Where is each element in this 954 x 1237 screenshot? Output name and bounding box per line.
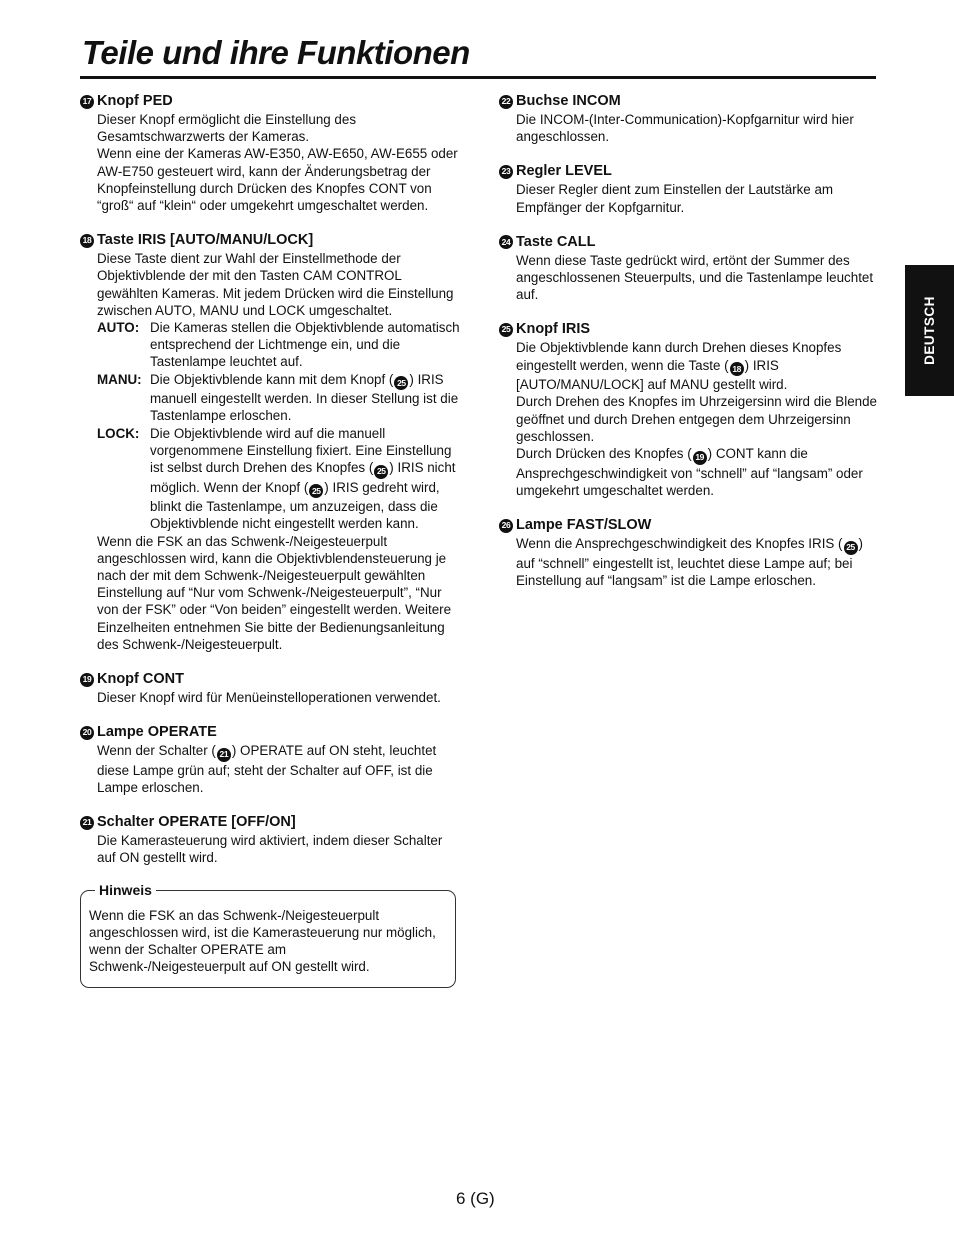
number-21-icon: 21 [80, 816, 94, 830]
number-19-icon: 19 [80, 673, 94, 687]
language-tab-label: DEUTSCH [922, 296, 938, 365]
heading-text: Buchse INCOM [516, 93, 621, 109]
number-25-icon: 25 [374, 465, 388, 479]
paragraph: Die Kamerasteuerung wird aktiviert, indem dieser Schalter auf ON gestellt wird. [97, 833, 443, 866]
section-heading [499, 320, 879, 339]
number-25-icon: 25 [394, 376, 408, 390]
heading-text: Lampe OPERATE [97, 724, 217, 741]
number-18-icon: 18 [80, 234, 94, 248]
title-rule [80, 76, 876, 79]
number-20-icon: 20 [80, 726, 94, 740]
definition-auto [97, 319, 460, 371]
number-24-icon: 24 [499, 235, 513, 249]
section-taste-call [499, 233, 879, 304]
language-tab [905, 265, 954, 396]
text-fragment: Die Objektivblende kann mit dem Knopf ( [150, 371, 394, 387]
page-number: 6 (G) [456, 1189, 495, 1208]
hint-box [80, 881, 456, 989]
number-25-icon: 25 [844, 541, 858, 555]
term-description [150, 425, 460, 533]
heading-text: Knopf IRIS [516, 321, 591, 338]
section-heading [80, 723, 460, 742]
text-fragment: Wenn die Ansprechgeschwindigkeit des Knopfes IRIS ( [516, 536, 843, 552]
heading-text: Schalter OPERATE [OFF/ON] [97, 814, 296, 831]
left-column [80, 92, 460, 988]
paragraph: Dieser Knopf ermöglicht die Einstellung des Gesamtschwarzwerts der Kameras. [97, 112, 357, 145]
section-knopf-cont [80, 670, 460, 706]
text-fragment: Die Objektivblende kann durch Drehen dieses Knopfes eingestellt werden, wenn die Taste ( [516, 340, 842, 373]
section-knopf-ped [80, 92, 460, 214]
section-heading [80, 231, 460, 250]
text-fragment: ) OPERATE auf ON steht, leuchtet diese Lampe grün auf; steht der Schalter auf OFF, ist die Lampe erloschen. [97, 743, 437, 796]
definition-lock [97, 425, 460, 533]
section-regler-level [499, 162, 879, 215]
text-fragment: ) CONT kann die Ansprechgeschwindigkeit von “schnell” auf “langsam” oder umgekehrt umgeschaltet werden. [516, 446, 863, 498]
right-column [499, 92, 879, 606]
heading-text: Taste IRIS [AUTO/MANU/LOCK] [97, 232, 314, 249]
term-description: Die Kameras stellen die Objektivblende automatisch entsprechend der Lichtmenge ein, und die Tastenlampe leuchtet auf. [150, 320, 460, 370]
term-description [150, 371, 460, 425]
text-fragment: ) IRIS nicht möglich. Wenn der Knopf ( [150, 460, 456, 495]
number-25-icon: 25 [309, 484, 323, 498]
section-taste-iris [80, 231, 460, 653]
term-label: LOCK: [97, 425, 140, 441]
text-fragment: Durch Drücken des Knopfes ( [516, 446, 692, 462]
text-fragment: Wenn der Schalter ( [97, 743, 216, 759]
text-fragment: ) IRIS gedreht wird, blinkt die Tastenlampe, um anzuzeigen, dass die Objektivblende nicht eingestellt werden kann. [150, 479, 440, 532]
number-23-icon: 23 [499, 165, 513, 179]
section-heading [80, 670, 460, 689]
term-label: AUTO: [97, 320, 140, 336]
page-title: Teile und ihre Funktionen [82, 34, 470, 71]
paragraph: Wenn die FSK an das Schwenk-/Neigesteuerpult angeschlossen wird, kann die Objektivblendensteuerung je nach der mit dem Schwenk-/Neigesteuerpult gewählten Einstellung auf “Nur vom Schwenk-/Neigesteuerpult”, “Nur von der FSK” oder “Von beiden” eingestellt werden. Weitere Einzelheiten entnehmen Sie bitte der Bedienungsanleitung des Schwenk-/Neigesteuerpult. [97, 533, 452, 652]
hint-label: Hinweis [95, 881, 156, 899]
text-fragment: Die Objektivblende wird auf die manuell vorgenommene Einstellung fixiert. Eine Einstellung ist selbst durch Drehen des Knopfes ( [150, 425, 452, 476]
paragraph [516, 445, 879, 499]
heading-text: Knopf CONT [97, 671, 184, 688]
section-heading [499, 162, 879, 181]
paragraph: Die INCOM-(Inter-Communication)-Kopfgarnitur wird hier angeschlossen. [516, 112, 854, 145]
section-heading [80, 92, 460, 111]
paragraph [516, 339, 879, 393]
paragraph: Wenn diese Taste gedrückt wird, ertönt der Summer des angeschlossenen Steuerpults, und die Tastenlampe leuchtet auf. [516, 252, 874, 303]
section-heading [499, 516, 879, 535]
paragraph: Wenn eine der Kameras AW-E350, AW-E650, AW-E655 oder AW-E750 gesteuert wird, kann der Änderungsbetrag der Knopfeinstellung durch Drücken des Knopfes CONT von “groß“ auf “klein“ oder umgekehrt umgeschaltet werden. [97, 146, 458, 214]
number-22-icon: 22 [499, 95, 513, 109]
text-fragment: ) IRIS [AUTO/MANU/LOCK] auf MANU gestellt wird. [516, 357, 788, 393]
section-knopf-iris [499, 320, 879, 499]
text-fragment: ) IRIS manuell eingestellt werden. In dieser Stellung ist die Tastenlampe erloschen. [150, 371, 459, 424]
section-heading [80, 813, 460, 832]
paragraph [97, 742, 460, 796]
number-18-icon: 18 [730, 362, 744, 376]
number-21-icon: 21 [217, 748, 231, 762]
paragraph: Durch Drehen des Knopfes im Uhrzeigersinn wird die Blende geöffnet und durch Drehen entgegen dem Uhrzeigersinn geschlossen. [516, 394, 877, 444]
section-heading [499, 233, 879, 252]
heading-text: Taste CALL [516, 233, 596, 250]
section-schalter-operate [80, 813, 460, 866]
section-lampe-operate [80, 723, 460, 796]
paragraph: Dieser Knopf wird für Menüeinstelloperationen verwendet. [97, 690, 441, 706]
number-26-icon: 26 [499, 519, 513, 533]
section-buchse-incom [499, 92, 879, 145]
heading-text: Regler LEVEL [516, 163, 612, 180]
text-fragment: ) auf “schnell” eingestellt ist, leuchtet diese Lampe auf; bei Einstellung auf “langsam” ist die Lampe erloschen. [516, 536, 863, 588]
number-19-icon: 19 [693, 451, 707, 465]
number-17-icon: 17 [80, 95, 94, 109]
term-label: MANU: [97, 371, 142, 387]
number-25-icon: 25 [499, 323, 513, 337]
section-lampe-fast-slow [499, 516, 879, 589]
section-heading [499, 92, 879, 111]
heading-text: Knopf PED [97, 93, 173, 109]
heading-text: Lampe FAST/SLOW [516, 517, 652, 534]
hint-text: Wenn die FSK an das Schwenk-/Neigesteuerpult angeschlossen wird, ist die Kamerasteuerung nur möglich, wenn der Schalter OPERATE am Schwenk-/Neigesteuerpult auf ON gestellt wird. [89, 907, 436, 975]
paragraph [516, 535, 879, 589]
paragraph: Dieser Regler dient zum Einstellen der Lautstärke am Empfänger der Kopfgarnitur. [516, 182, 834, 215]
paragraph: Diese Taste dient zur Wahl der Einstellmethode der Objektivblende der mit den Tasten CAM CONTROL gewählten Kameras. Mit jedem Drücken wird die Einstellung zwischen AUTO, MANU und LOCK umgeschaltet. [97, 251, 454, 318]
definition-manu [97, 371, 460, 425]
